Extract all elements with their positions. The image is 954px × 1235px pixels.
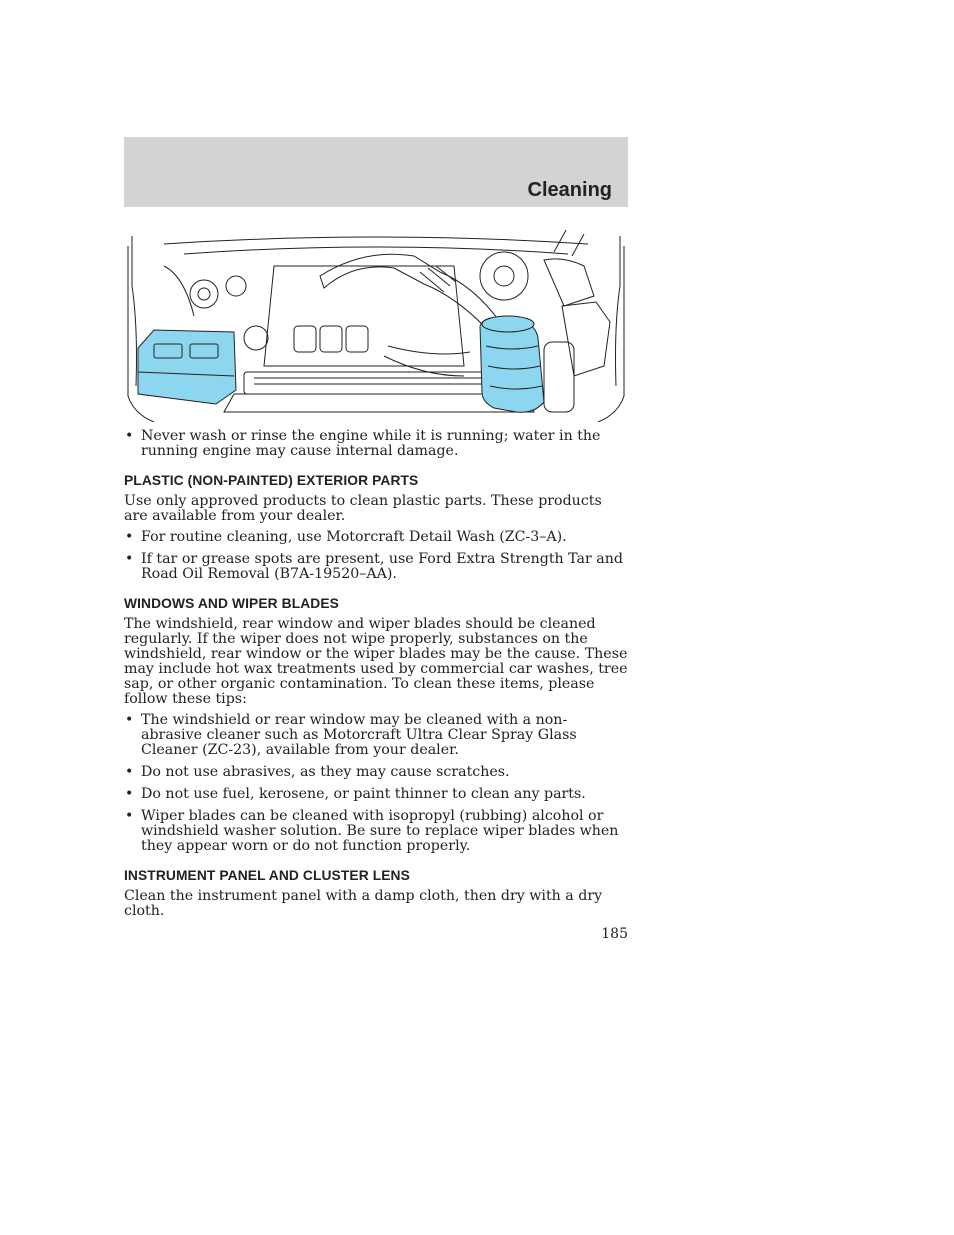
page-number: 185 (601, 926, 628, 942)
paragraph: Use only approved products to clean plastic parts. These products are available from your dealer. (124, 493, 602, 524)
left-inner-fender (132, 236, 137, 386)
list-item: • Do not use fuel, kerosene, or paint thinner to clean any parts. (124, 787, 628, 802)
section-heading-plastic: PLASTIC (NON-PAINTED) EXTERIOR PARTS (124, 473, 419, 488)
section-heading-instrument: INSTRUMENT PANEL AND CLUSTER LENS (124, 868, 410, 883)
page-title: Cleaning (527, 179, 612, 201)
radiator-support (244, 372, 514, 394)
right-inner-fender (616, 236, 621, 386)
paragraph: Clean the instrument panel with a damp cloth, then dry with a dry cloth. (124, 888, 603, 919)
section-heading-windows: WINDOWS AND WIPER BLADES (124, 596, 339, 611)
list-item: • Never wash or rinse the engine while it is running; water in the running engine may cause internal damage. (124, 429, 628, 459)
list-item: • If tar or grease spots are present, use Ford Extra Strength Tar and Road Oil Removal (B7A-19520–AA). (124, 552, 628, 582)
paragraph: The windshield, rear window and wiper blades should be cleaned regularly. If the wiper does not wipe properly, substances on the windshield, rear window or the wiper blades may be the cause. These may include hot wax treatments used by commercial car washes, tree sap, or other organic contamination. To clean these items, please follow these tips: (124, 616, 628, 707)
header-band (124, 137, 628, 207)
page-content (124, 429, 628, 925)
list-item: • Wiper blades can be cleaned with isopropyl (rubbing) alcohol or windshield washer solution. Be sure to replace wiper blades when they appear worn or do not function properly. (124, 809, 628, 854)
engine-compartment-illustration (124, 226, 628, 422)
list-item: • For routine cleaning, use Motorcraft Detail Wash (ZC-3–A). (124, 530, 628, 545)
list-item: • The windshield or rear window may be cleaned with a non-abrasive cleaner such as Motorcraft Ultra Clear Spray Glass Cleaner (ZC-23), available from your dealer. (124, 713, 628, 758)
list-item: • Do not use abrasives, as they may cause scratches. (124, 765, 628, 780)
